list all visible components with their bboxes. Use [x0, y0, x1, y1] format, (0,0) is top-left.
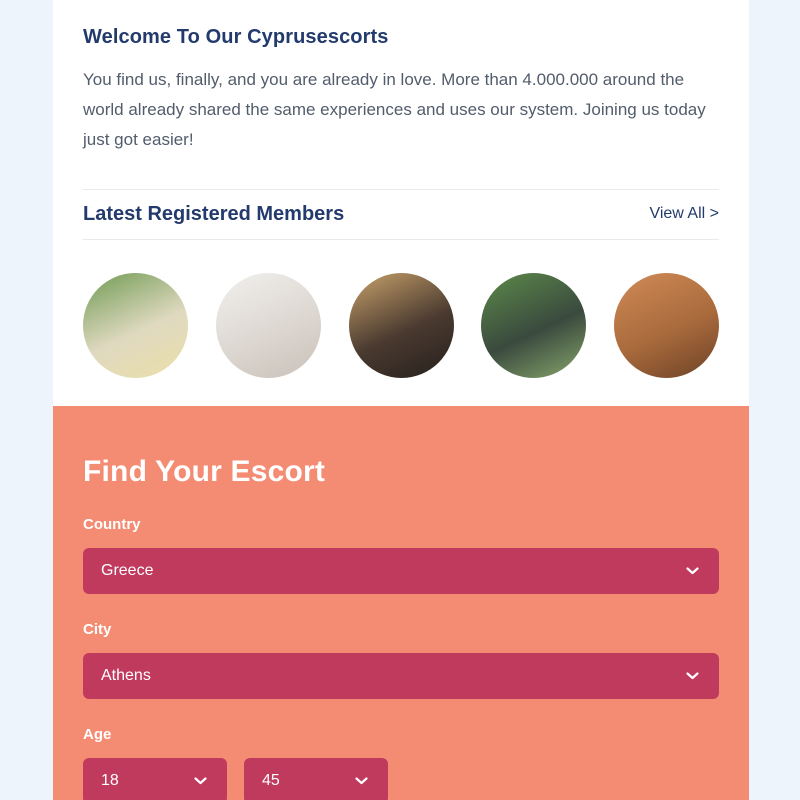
member-avatar-4[interactable] [481, 273, 586, 378]
chevron-down-icon [686, 567, 699, 575]
city-select[interactable] [83, 653, 719, 699]
welcome-title: Welcome To Our Cyprusescorts [83, 26, 389, 48]
member-avatar-1[interactable] [83, 273, 188, 378]
age-select-row [83, 743, 719, 800]
country-select[interactable] [83, 548, 719, 594]
main-column [53, 0, 749, 800]
chevron-down-icon [355, 777, 368, 785]
city-select-value: Athens [101, 667, 151, 684]
member-avatar-2[interactable] [216, 273, 321, 378]
city-label: City [83, 621, 112, 638]
member-avatar-5[interactable] [614, 273, 719, 378]
country-label: Country [83, 516, 141, 533]
age-max-value: 45 [262, 772, 280, 789]
country-select-value: Greece [101, 562, 154, 579]
welcome-text: You find us, finally, and you are already in love. More than 4.000.000 around the world already shared the same experiences and uses our system. Joining us today just got easier! [83, 70, 706, 149]
age-max-select[interactable] [244, 758, 388, 800]
age-min-select[interactable] [83, 758, 227, 800]
escort-search-section [53, 406, 749, 800]
chevron-down-icon [194, 777, 207, 785]
member-avatar-3[interactable] [349, 273, 454, 378]
members-title: Latest Registered Members [83, 203, 345, 225]
finder-title: Find Your Escort [83, 455, 326, 488]
members-header [83, 190, 719, 240]
latest-members-row [83, 240, 719, 406]
welcome-section [53, 0, 749, 406]
age-label: Age [83, 726, 112, 743]
view-all-link[interactable]: View All > [649, 205, 719, 222]
chevron-down-icon [686, 672, 699, 680]
age-min-value: 18 [101, 772, 119, 789]
